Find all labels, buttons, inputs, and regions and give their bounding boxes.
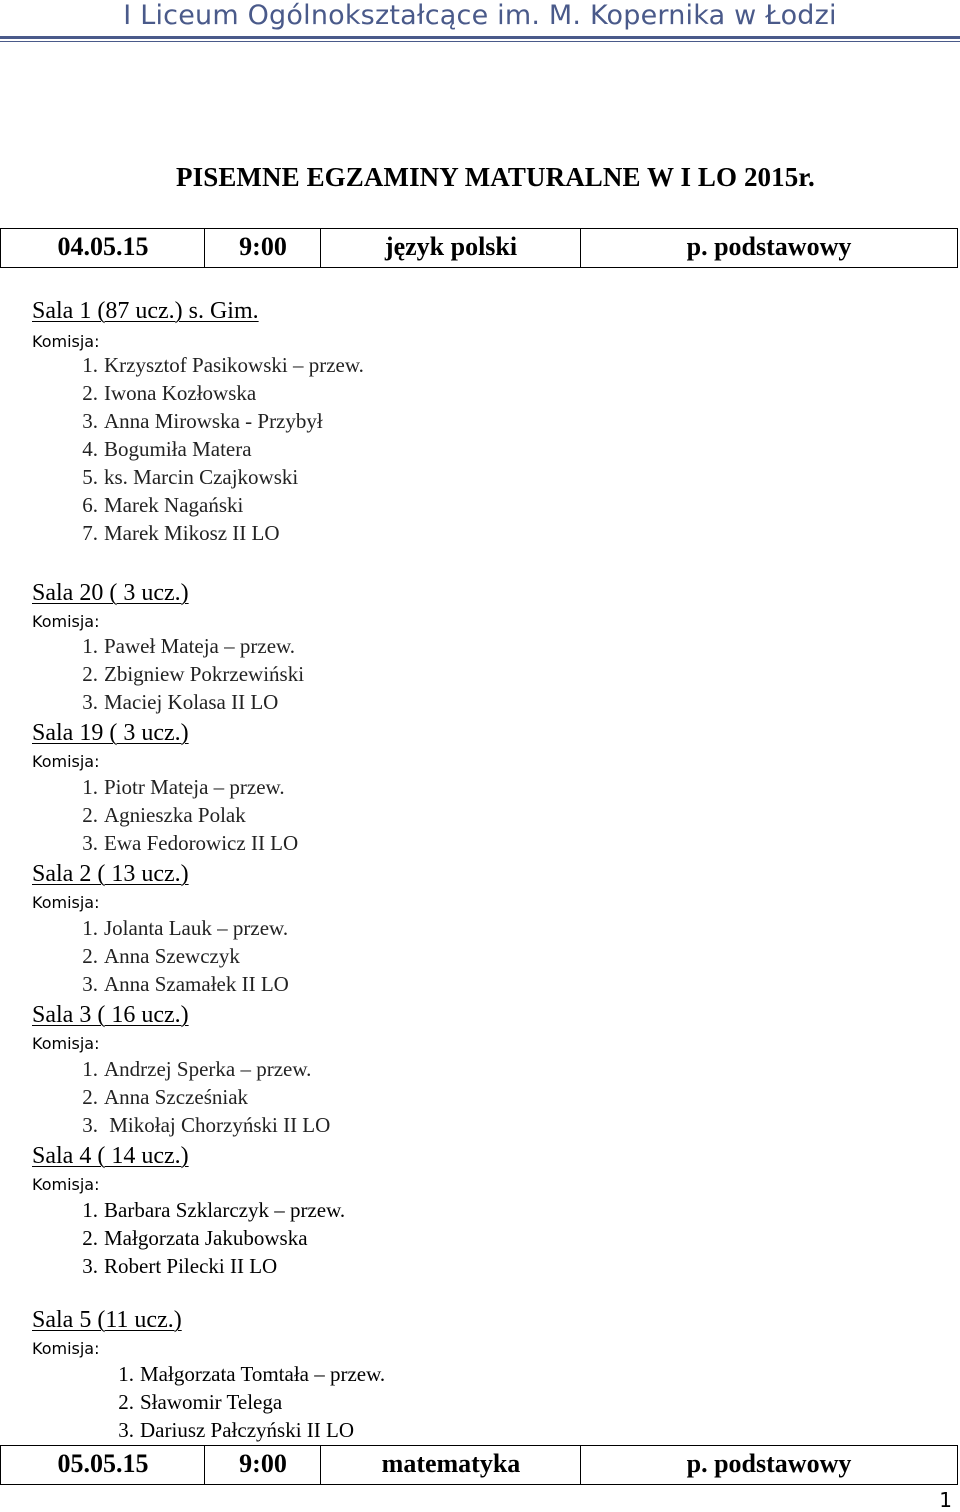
komisja-label: Komisja: [32,332,100,351]
exam-subject: matematyka [381,1449,521,1478]
list-item: 3. Anna Szamałek II LO [82,972,289,996]
room-heading: Sala 20 ( 3 ucz.) [32,580,189,606]
list-item: 3. Dariusz Pałczyński II LO [118,1418,355,1442]
komisja-label: Komisja: [32,612,100,631]
list-item: 2. Agnieszka Polak [82,803,246,827]
exam-date: 04.05.15 [57,232,149,261]
room-heading: Sala 3 ( 16 ucz.) [32,1002,189,1028]
exam-level: p. podstawowy [686,1449,852,1478]
list-item: 2. Zbigniew Pokrzewiński [82,662,305,686]
list-item: 1. Paweł Mateja – przew. [82,634,296,658]
komisja-label: Komisja: [32,1034,100,1053]
list-item: 4. Bogumiła Matera [82,437,252,461]
list-item: 2. Sławomir Telega [118,1390,283,1414]
room-heading: Sala 1 (87 ucz.) s. Gim. [32,298,259,324]
room-heading: Sala 19 ( 3 ucz.) [32,720,189,746]
list-item: 3. Mikołaj Chorzyński II LO [82,1113,331,1137]
komisja-label: Komisja: [32,893,100,912]
room-heading: Sala 4 ( 14 ucz.) [32,1143,189,1169]
school-name: I Liceum Ogólnokształcące im. M. Kopernika w Łodzi [123,0,837,31]
list-item: 3. Anna Mirowska - Przybył [82,409,323,433]
list-item: 1. Krzysztof Pasikowski – przew. [82,353,364,377]
list-item: 3. Maciej Kolasa II LO [82,690,279,714]
list-item: 2. Małgorzata Jakubowska [82,1226,308,1250]
header-rule-thin [0,41,960,42]
exam-row [0,1445,958,1485]
list-item: 2. Anna Szewczyk [82,944,240,968]
room-heading: Sala 5 (11 ucz.) [32,1307,182,1333]
list-item: 1. Andrzej Sperka – przew. [82,1057,312,1081]
list-item: 6. Marek Nagański [82,493,244,517]
document-title: PISEMNE EGZAMINY MATURALNE W I LO 2015r. [176,162,815,192]
komisja-label: Komisja: [32,752,100,771]
list-item: 1. Małgorzata Tomtała – przew. [118,1362,386,1386]
exam-time: 9:00 [239,232,287,261]
list-item: 5. ks. Marcin Czajkowski [82,465,299,489]
exam-time: 9:00 [239,1449,287,1478]
exam-subject: język polski [384,232,518,261]
komisja-label: Komisja: [32,1175,100,1194]
exam-level: p. podstawowy [686,232,852,261]
komisja-label: Komisja: [32,1339,100,1358]
list-item: 2. Iwona Kozłowska [82,381,257,405]
exam-date: 05.05.15 [57,1449,149,1478]
room-heading: Sala 2 ( 13 ucz.) [32,861,189,887]
list-item: 7. Marek Mikosz II LO [82,521,280,545]
list-item: 1. Jolanta Lauk – przew. [82,916,289,940]
list-item: 1. Piotr Mateja – przew. [82,775,285,799]
list-item: 2. Anna Szcześniak [82,1085,249,1109]
header-rule [0,36,960,39]
list-item: 1. Barbara Szklarczyk – przew. [82,1198,346,1222]
list-item: 3. Ewa Fedorowicz II LO [82,831,299,855]
page-number: 1 [939,1488,952,1512]
exam-row [0,228,958,268]
list-item: 3. Robert Pilecki II LO [82,1254,278,1278]
